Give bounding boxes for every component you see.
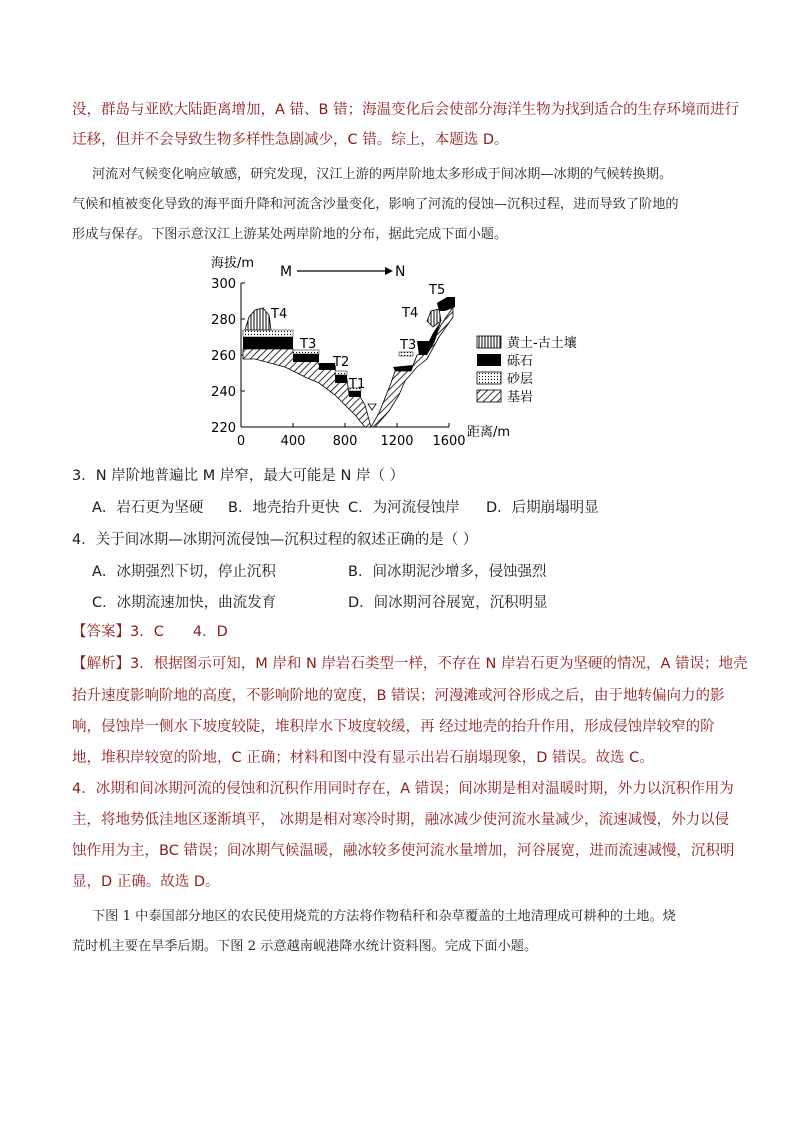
legend-label-loess: 黄土-古土壤 — [507, 336, 577, 351]
terrace-label-t4-left: T4 — [271, 307, 288, 322]
intro1-line-1: 河流对气候变化响应敏感，研究发现，汉江上游的两岸阶地太多形成于间冰期—冰期的气候转换期。 — [92, 167, 673, 182]
q3-option-d: D．后期崩塌明显 — [486, 500, 599, 516]
q3-stem: 3．N 岸阶地普遍比 M 岸窄，最大可能是 N 岸（ ） — [72, 468, 405, 484]
analysis-line-5: 4．冰期和间冰期河流的侵蚀和沉积作用同时存在，A 错误；间冰期是相对温暖时期，外力以沉积作用为 — [72, 781, 734, 797]
legend-label-sand: 砂层 — [507, 372, 534, 387]
prev-analysis-line-1: 没，群岛与亚欧大陆距离增加，A 错、B 错；海温变化后会使部分海洋生物为找到适合的生存环境而进行 — [72, 102, 740, 118]
water-level-marker — [368, 404, 376, 410]
gravel-t2 — [335, 375, 347, 383]
q3-option-b: B．地壳抬升更快 — [228, 500, 340, 516]
answer-text: 3．C 4．D — [130, 624, 228, 640]
intro2-line-1: 下图 1 中泰国部分地区的农民使用烧荒的方法将作物秸秆和杂草覆盖的土地清理成可耕种的土地。烧 — [92, 909, 676, 924]
gravel-t4-left-lower — [243, 345, 293, 349]
x-tick-label: 400 — [280, 434, 306, 445]
terrace-label-t1: T1 — [349, 377, 366, 392]
terrace-label-t5: T5 — [429, 283, 446, 298]
terrace-label-t3-right: T3 — [400, 338, 417, 353]
y-tick-label: 260 — [211, 349, 236, 364]
intro2-line-2: 荒时机主要在旱季后期。下图 2 示意越南岘港降水统计资料图。完成下面小题。 — [72, 939, 538, 954]
sand-t2 — [335, 371, 347, 375]
analysis-line-4: 地，堆积岸较宽的阶地，C 正确；材料和图中没有显示出岩石崩塌现象，D 错误。故选 C。 — [72, 750, 654, 766]
analysis-line-7: 蚀作用为主，BC 错误；间冰期气候温暖，融冰较多使河流水量增加，河谷展宽，进而流速减慢，沉积明 — [72, 843, 735, 859]
q3-option-a: A．岩石更为坚硬 — [92, 500, 204, 516]
x-tick-label: 0 — [236, 434, 246, 445]
y-axis-title: 海拔/m — [211, 256, 255, 271]
legend-label-bedrock: 基岩 — [507, 390, 534, 405]
legend-swatch-gravel — [477, 354, 501, 366]
x-tick-label: 1600 — [432, 434, 466, 445]
gravel-t3-left — [293, 354, 319, 362]
loess-t4-left — [245, 308, 271, 330]
intro1-line-3: 形成与保存。下图示意汉江上游某处两岸阶地的分布，据此完成下面小题。 — [72, 227, 508, 242]
terrace-label-t2: T2 — [333, 355, 350, 370]
analysis-line-8: 显，D 正确。故选 D。 — [72, 874, 220, 890]
sand-t4-left — [243, 330, 293, 337]
analysis-line-3: 响，侵蚀岸一侧水下坡度较陡，堆积岸水下坡度较缓，再 经过地壳的抬升作用，形成侵蚀岸较窄的阶 — [72, 719, 715, 735]
terrace-cross-section-figure — [205, 255, 605, 445]
direction-arrow-head — [385, 267, 393, 275]
intro1-line-2: 气候和植被变化导致的海平面升降和河流含沙量变化，影响了河流的侵蚀—沉积过程，进而导致了阶地的 — [72, 197, 679, 212]
legend-label-gravel: 砾石 — [507, 354, 534, 369]
analysis-tag: 【解析】 — [72, 656, 130, 672]
q3-option-c: C．为河流侵蚀岸 — [348, 500, 460, 516]
y-tick-label: 240 — [211, 385, 236, 400]
answer-line — [72, 622, 228, 642]
q4-stem: 4．关于间冰期—冰期河流侵蚀—沉积过程的叙述正确的是（ ） — [72, 532, 478, 548]
terrace-label-t4-right: T4 — [402, 306, 419, 321]
q4-option-b: B．间冰期泥沙增多，侵蚀强烈 — [348, 564, 547, 580]
legend-swatch-bedrock — [477, 390, 501, 402]
direction-n-label: N — [395, 264, 406, 280]
direction-m-label: M — [280, 264, 293, 280]
y-tick-label: 220 — [211, 421, 236, 436]
x-axis-title: 距离/m — [467, 425, 511, 440]
legend-swatch-sand — [477, 372, 501, 384]
legend-swatch-loess — [477, 336, 501, 348]
terrace-label-t3-left: T3 — [300, 337, 317, 352]
y-tick-label: 300 — [211, 277, 236, 292]
analysis-line-2: 抬升速度影响阶地的高度，不影响阶地的宽度，B 错误；河漫滩或河谷形成之后，由于地转偏向力的影 — [72, 688, 725, 704]
analysis-line-1 — [72, 654, 748, 674]
analysis-text-1: 3．根据图示可知，M 岸和 N 岸岩石类型一样，不存在 N 岸岩石更为坚硬的情况，A 错误；地壳 — [130, 656, 748, 672]
y-tick-label: 280 — [211, 313, 236, 328]
x-tick-label: 1200 — [380, 434, 414, 445]
x-tick-label: 800 — [332, 434, 358, 445]
q4-option-c: C．冰期流速加快，曲流发育 — [92, 595, 277, 611]
analysis-line-6: 主，将地势低洼地区逐渐填平， 冰期是相对寒冷时期，融冰减少使河流水量减少，流速减慢，外力以侵 — [72, 812, 730, 828]
answer-tag: 【答案】 — [72, 624, 130, 640]
q4-option-a: A．冰期强烈下切，停止沉积 — [92, 564, 276, 580]
q4-option-d: D．间冰期河谷展宽，沉积明显 — [348, 595, 548, 611]
prev-analysis-line-2: 迁移，但并不会导致生物多样性急剧减少，C 错。综上，本题选 D。 — [72, 132, 509, 148]
gravel-t4-left — [243, 337, 293, 345]
